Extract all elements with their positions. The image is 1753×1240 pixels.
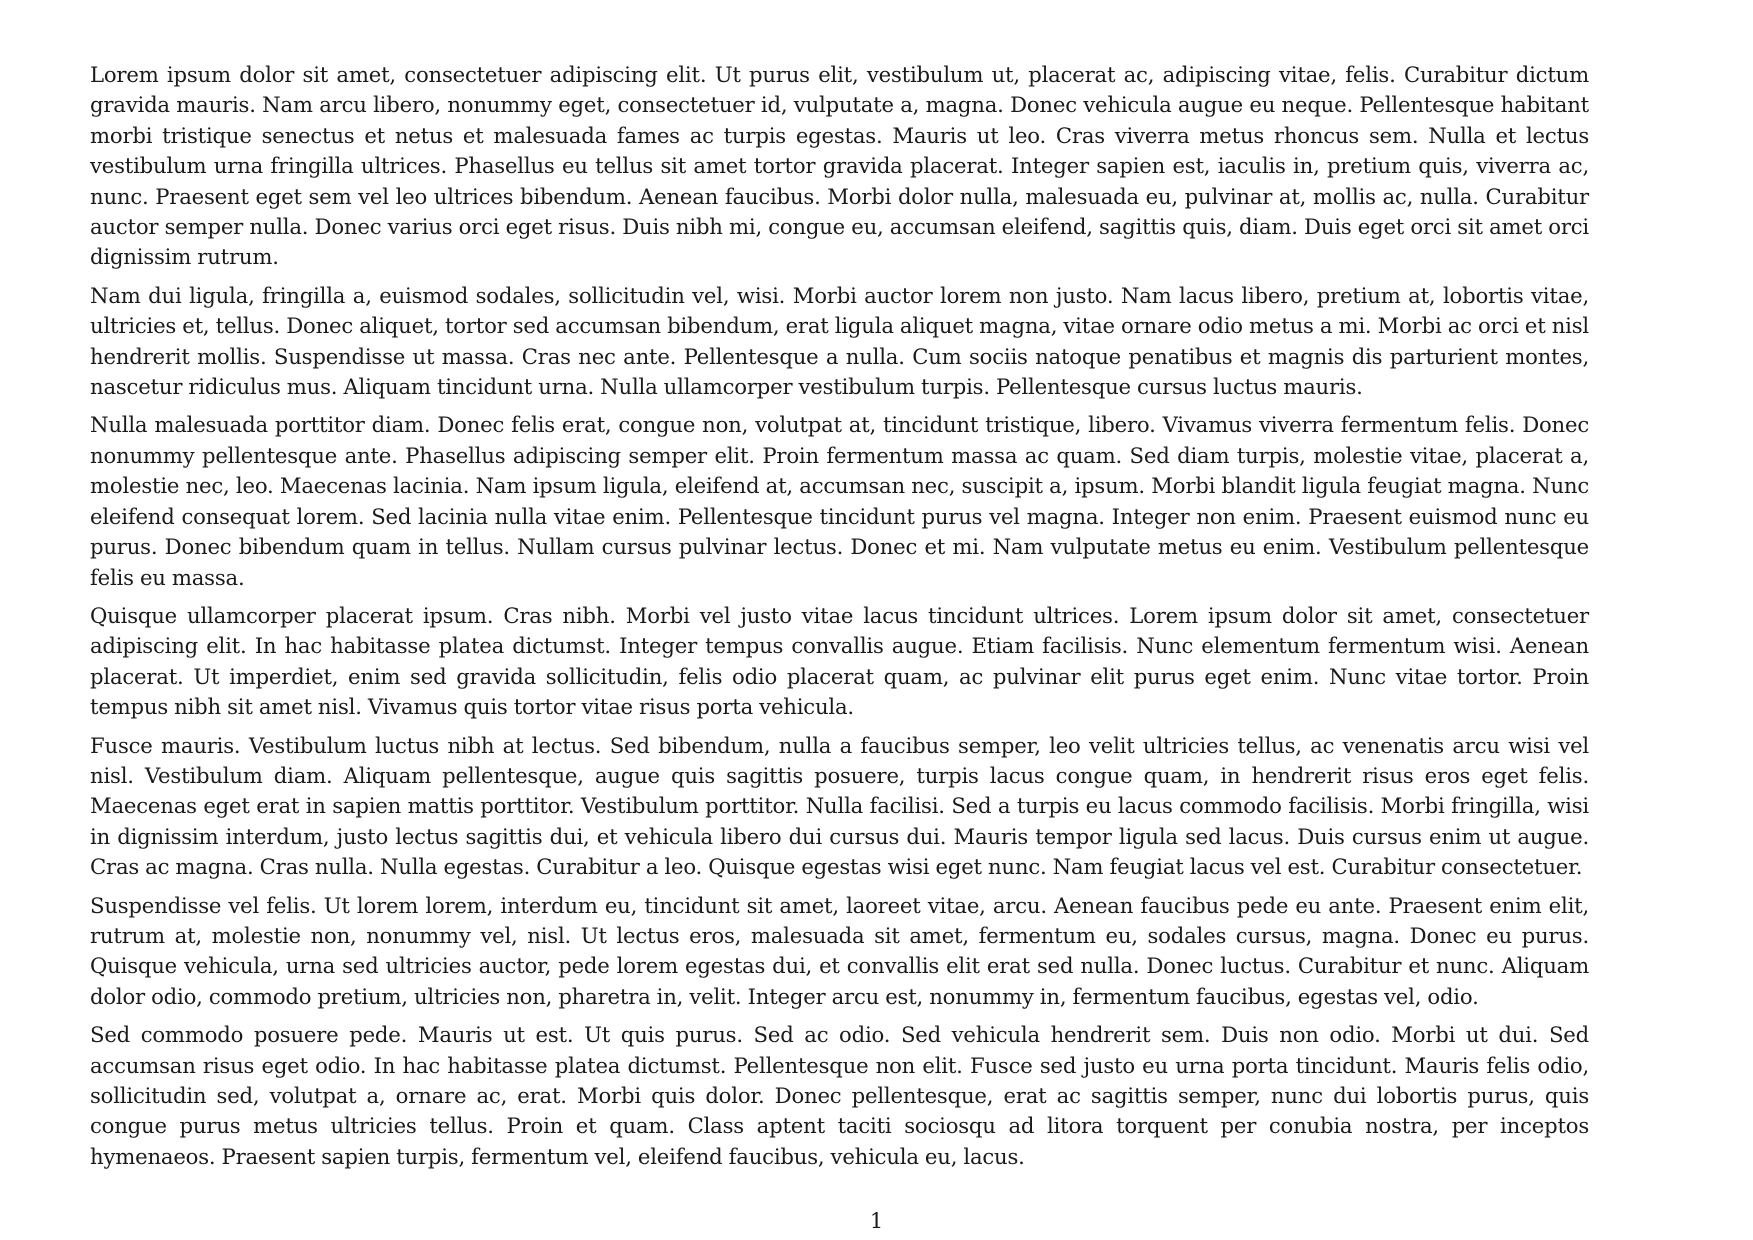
- paragraph-1: Lorem ipsum dolor sit amet, consectetuer adipiscing elit. Ut purus elit, vestibulum ut, placerat ac, adipiscing vitae, felis. Curabitur dictum gravida mauris. Nam arcu libero, nonummy eget, consectetuer id, vulputate a, magna. Donec vehicula augue eu neque. Pellentesque habitant morbi tristique senectus et netus et malesuada fames ac turpis egestas. Mauris ut leo. Cras viverra metus rhoncus sem. Nulla et lectus vestibulum urna fringilla ultrices. Phasellus eu tellus sit amet tortor gravida placerat. Integer sapien est, iaculis in, pretium quis, viverra ac, nunc. Praesent eget sem vel leo ultrices bibendum. Aenean faucibus. Morbi dolor nulla, malesuada eu, pulvinar at, mollis ac, nulla. Curabitur auctor semper nulla. Donec varius orci eget risus. Duis nibh mi, congue eu, accumsan eleifend, sagittis quis, diam. Duis eget orci sit amet orci dignissim rutrum.: [90, 62, 1589, 270]
- paragraph-4: Quisque ullamcorper placerat ipsum. Cras nibh. Morbi vel justo vitae lacus tincidunt ultrices. Lorem ipsum dolor sit amet, consectetuer adipiscing elit. In hac habitasse platea dictumst. Integer tempus convallis augue. Etiam facilisis. Nunc elementum fermentum wisi. Aenean placerat. Ut imperdiet, enim sed gravida sollicitudin, felis odio placerat quam, ac pulvinar elit purus eget enim. Nunc vitae tortor. Proin tempus nibh sit amet nisl. Vivamus quis tortor vitae risus porta vehicula.: [90, 602, 1589, 720]
- paragraph-3: Nulla malesuada porttitor diam. Donec felis erat, congue non, volutpat at, tincidunt tristique, libero. Vivamus viverra fermentum felis. Donec nonummy pellentesque ante. Phasellus adipiscing semper elit. Proin fermentum massa ac quam. Sed diam turpis, molestie vitae, placerat a, molestie nec, leo. Maecenas lacinia. Nam ipsum ligula, eleifend at, accumsan nec, suscipit a, ipsum. Morbi blandit ligula feugiat magna. Nunc eleifend consequat lorem. Sed lacinia nulla vitae enim. Pellentesque tincidunt purus vel magna. Integer non enim. Praesent euismod nunc eu purus. Donec bibendum quam in tellus. Nullam cursus pulvinar lectus. Donec et mi. Nam vulputate metus eu enim. Vestibulum pellentesque felis eu massa.: [90, 412, 1589, 590]
- paragraph-2: Nam dui ligula, fringilla a, euismod sodales, sollicitudin vel, wisi. Morbi auctor lorem non justo. Nam lacus libero, pretium at, lobortis vitae, ultricies et, tellus. Donec aliquet, tortor sed accumsan bibendum, erat ligula aliquet magna, vitae ornare odio metus a mi. Morbi ac orci et nisl hendrerit mollis. Suspendisse ut massa. Cras nec ante. Pellentesque a nulla. Cum sociis natoque penatibus et magnis dis parturient montes, nascetur ridiculus mus. Aliquam tincidunt urna. Nulla ullamcorper vestibulum turpis. Pellentesque cursus luctus mauris.: [90, 282, 1589, 400]
- paragraph-7: Sed commodo posuere pede. Mauris ut est. Ut quis purus. Sed ac odio. Sed vehicula hendrerit sem. Duis non odio. Morbi ut dui. Sed accumsan risus eget odio. In hac habitasse platea dictumst. Pellentesque non elit. Fusce sed justo eu urna porta tincidunt. Mauris felis odio, sollicitudin sed, volutpat a, ornare ac, erat. Morbi quis dolor. Donec pellentesque, erat ac sagittis semper, nunc dui lobortis purus, quis congue purus metus ultricies tellus. Proin et quam. Class aptent taciti sociosqu ad litora torquent per conubia nostra, per inceptos hymenaeos. Praesent sapien turpis, fermentum vel, eleifend faucibus, vehicula eu, lacus.: [90, 1022, 1589, 1169]
- body-text: [90, 60, 1589, 1180]
- paragraph-6: Suspendisse vel felis. Ut lorem lorem, interdum eu, tincidunt sit amet, laoreet vitae, arcu. Aenean faucibus pede eu ante. Praesent enim elit, rutrum at, molestie non, nonummy vel, nisl. Ut lectus eros, malesuada sit amet, fermentum eu, sodales cursus, magna. Donec eu purus. Quisque vehicula, urna sed ultricies auctor, pede lorem egestas dui, et convallis elit erat sed nulla. Donec luctus. Curabitur et nunc. Aliquam dolor odio, commodo pretium, ultricies non, pharetra in, velit. Integer arcu est, nonummy in, fermentum faucibus, egestas vel, odio.: [90, 892, 1589, 1009]
- page-number: 1: [869, 1209, 884, 1233]
- paragraph-5: Fusce mauris. Vestibulum luctus nibh at lectus. Sed bibendum, nulla a faucibus semper, leo velit ultricies tellus, ac venenatis arcu wisi vel nisl. Vestibulum diam. Aliquam pellentesque, augue quis sagittis posuere, turpis lacus congue quam, in hendrerit risus eros eget felis. Maecenas eget erat in sapien mattis porttitor. Vestibulum porttitor. Nulla facilisi. Sed a turpis eu lacus commodo facilisis. Morbi fringilla, wisi in dignissim interdum, justo lectus sagittis dui, et vehicula libero dui cursus dui. Mauris tempor ligula sed lacus. Duis cursus enim ut augue. Cras ac magna. Cras nulla. Nulla egestas. Curabitur a leo. Quisque egestas wisi eget nunc. Nam feugiat lacus vel est. Curabitur consectetuer.: [90, 732, 1589, 880]
